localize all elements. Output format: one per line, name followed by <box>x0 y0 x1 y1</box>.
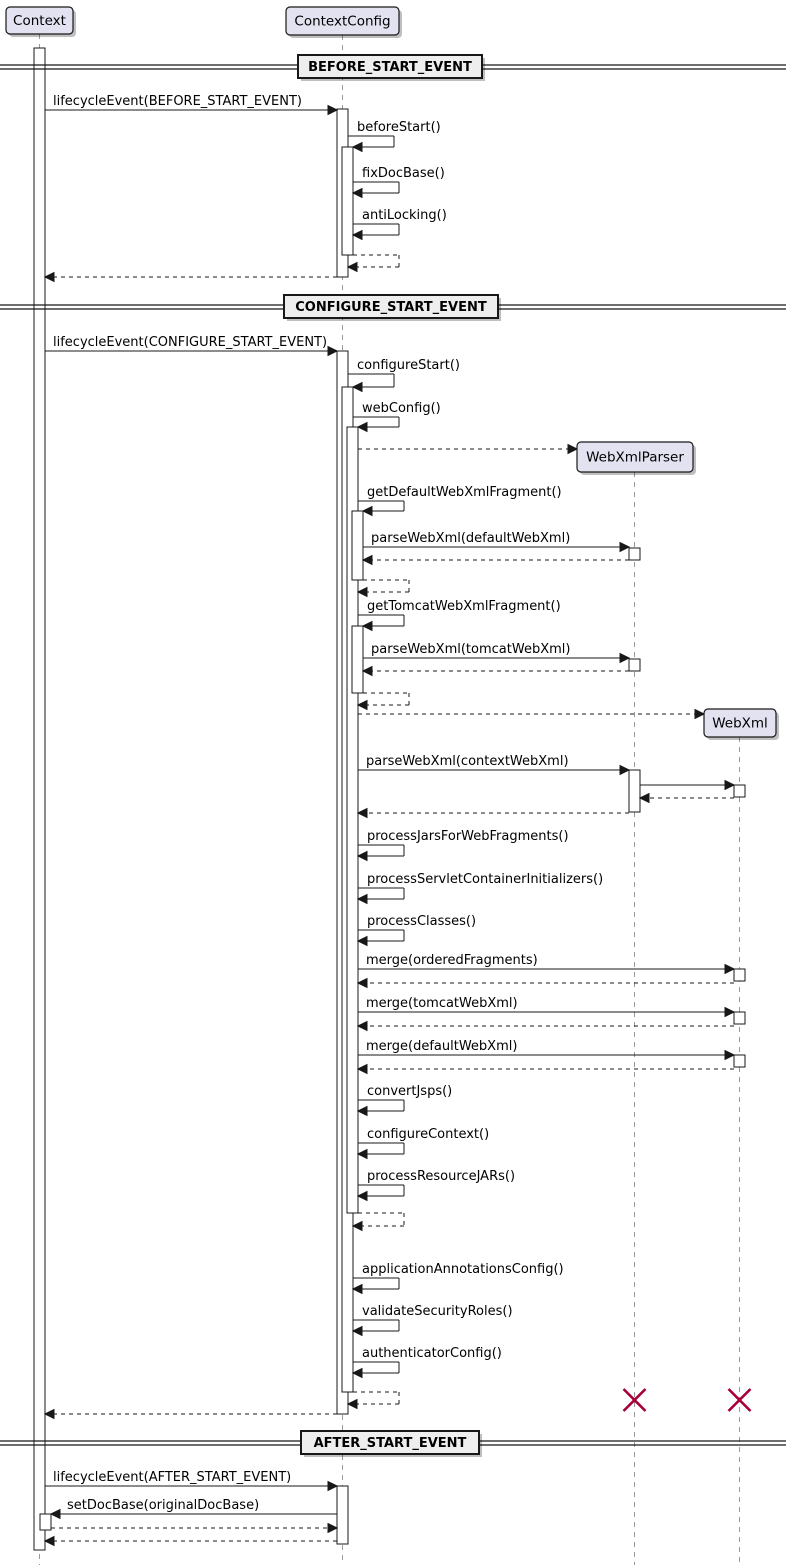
return-arrow-arrowhead <box>358 809 367 818</box>
message-configurestart-label: configureStart() <box>357 358 460 373</box>
message-merge-orderedfragments-label: merge(orderedFragments) <box>366 953 538 968</box>
message-convertjsps-label: convertJsps() <box>367 1084 453 1099</box>
return-arrow-arrowhead <box>45 1410 54 1419</box>
message-processclasses-label: processClasses() <box>367 914 477 929</box>
message-parsewebxml-defaultwebxml-arrowhead <box>620 543 629 552</box>
return-arrow-arrowhead <box>358 588 367 597</box>
return-arrow-arrowhead <box>45 273 54 282</box>
activation-bar-context <box>34 48 45 1550</box>
return-arrow-arrowhead <box>640 794 649 803</box>
activation-bar-web-xml <box>734 1055 745 1067</box>
message-antilocking-arrowhead <box>353 231 362 240</box>
message-processservletcontainerinitializers-arrowhead <box>358 895 367 904</box>
participant-label-context: Context <box>13 13 66 29</box>
return-arrow-arrowhead <box>328 1524 337 1533</box>
message-parsewebxml-contextwebxml-arrowhead <box>620 766 629 775</box>
message-lifecycleevent-after-start-event-arrowhead <box>328 1482 337 1491</box>
message-merge-tomcatwebxml-arrowhead <box>725 1008 734 1017</box>
message-authenticatorconfig-label: authenticatorConfig() <box>362 1346 502 1361</box>
activation-bar-context-config <box>342 147 353 255</box>
message-lifecycleevent-configure-start-event-arrowhead <box>328 347 337 356</box>
return-arrow-arrowhead <box>358 979 367 988</box>
message-setdocbase-originaldocbase-arrowhead <box>51 1510 60 1519</box>
message-beforestart-arrowhead <box>353 143 362 152</box>
activation-bar-web-xml-parser <box>629 548 640 560</box>
create-web-xml-parser-arrowhead <box>568 445 577 454</box>
message-merge-defaultwebxml-arrowhead <box>725 1051 734 1060</box>
message-processresourcejars-label: processResourceJARs() <box>367 1169 516 1184</box>
participant-label-context-config: ContextConfig <box>294 13 391 30</box>
message-fixdocbase-label: fixDocBase() <box>362 166 445 181</box>
call-arrow-arrowhead <box>725 781 734 790</box>
return-arrow-arrowhead <box>348 263 357 272</box>
return-arrow-arrowhead <box>363 556 372 565</box>
message-applicationannotationsconfig-label: applicationAnnotationsConfig() <box>362 1262 564 1277</box>
activation-bar-web-xml-parser <box>629 659 640 671</box>
message-parsewebxml-tomcatwebxml-label: parseWebXml(tomcatWebXml) <box>371 642 571 657</box>
message-parsewebxml-tomcatwebxml-arrowhead <box>620 654 629 663</box>
participant-label-web-xml: WebXml <box>712 715 768 732</box>
message-lifecycleevent-configure-start-event-label: lifecycleEvent(CONFIGURE_START_EVENT) <box>53 335 328 350</box>
message-gettomcatwebxmlfragment-label: getTomcatWebXmlFragment() <box>367 599 561 614</box>
message-convertjsps-arrowhead <box>358 1107 367 1116</box>
message-lifecycleevent-before-start-event-label: lifecycleEvent(BEFORE_START_EVENT) <box>53 94 302 109</box>
message-webconfig-label: webConfig() <box>362 401 441 416</box>
return-arrow-arrowhead <box>363 667 372 676</box>
message-getdefaultwebxmlfragment-arrowhead <box>363 507 372 516</box>
activation-bar-context <box>40 1514 51 1530</box>
message-configurecontext-label: configureContext() <box>367 1127 490 1142</box>
activation-bar-web-xml-parser <box>629 770 640 812</box>
message-beforestart-label: beforeStart() <box>357 120 441 135</box>
return-arrow-arrowhead <box>358 1065 367 1074</box>
divider-label-before-start-event: BEFORE_START_EVENT <box>308 60 472 75</box>
message-getdefaultwebxmlfragment-label: getDefaultWebXmlFragment() <box>367 485 562 500</box>
divider-label-configure-start-event: CONFIGURE_START_EVENT <box>295 300 487 315</box>
message-processjarsforwebfragments-arrowhead <box>358 852 367 861</box>
activation-bar-web-xml <box>734 1012 745 1024</box>
message-gettomcatwebxmlfragment-arrowhead <box>363 622 372 631</box>
activation-bar-web-xml <box>734 969 745 981</box>
message-parsewebxml-defaultwebxml-label: parseWebXml(defaultWebXml) <box>371 531 571 546</box>
message-parsewebxml-contextwebxml-label: parseWebXml(contextWebXml) <box>366 754 569 769</box>
message-processresourcejars-arrowhead <box>358 1192 367 1201</box>
return-arrow-arrowhead <box>45 1537 54 1546</box>
message-fixdocbase-arrowhead <box>353 189 362 198</box>
return-arrow-arrowhead <box>358 1022 367 1031</box>
message-configurestart-arrowhead <box>353 383 362 392</box>
activation-bar-context-config <box>337 1486 348 1544</box>
return-arrow-arrowhead <box>358 701 367 710</box>
message-authenticatorconfig-arrowhead <box>353 1369 362 1378</box>
message-processclasses-arrowhead <box>358 937 367 946</box>
message-lifecycleevent-after-start-event-label: lifecycleEvent(AFTER_START_EVENT) <box>53 1470 292 1485</box>
message-processservletcontainerinitializers-label: processServletContainerInitializers() <box>367 872 604 887</box>
message-merge-defaultwebxml-label: merge(defaultWebXml) <box>366 1039 518 1054</box>
message-merge-orderedfragments-arrowhead <box>725 965 734 974</box>
message-validatesecurityroles-arrowhead <box>353 1327 362 1336</box>
message-configurecontext-arrowhead <box>358 1150 367 1159</box>
message-antilocking-label: antiLocking() <box>362 208 447 223</box>
participant-label-web-xml-parser: WebXmlParser <box>586 449 684 466</box>
message-merge-tomcatwebxml-label: merge(tomcatWebXml) <box>366 996 518 1011</box>
return-arrow-arrowhead <box>348 1400 357 1409</box>
message-applicationannotationsconfig-arrowhead <box>353 1285 362 1294</box>
message-validatesecurityroles-label: validateSecurityRoles() <box>362 1304 513 1319</box>
message-setdocbase-originaldocbase-label: setDocBase(originalDocBase) <box>67 1498 260 1513</box>
activation-bar-context-config <box>352 511 363 580</box>
message-lifecycleevent-before-start-event-arrowhead <box>328 106 337 115</box>
message-webconfig-arrowhead <box>358 423 367 432</box>
divider-label-after-start-event: AFTER_START_EVENT <box>313 1436 467 1451</box>
message-processjarsforwebfragments-label: processJarsForWebFragments() <box>367 829 569 844</box>
create-web-xml-arrowhead <box>695 710 704 719</box>
activation-bar-context-config <box>352 626 363 693</box>
return-arrow-arrowhead <box>353 1222 362 1231</box>
activation-bar-web-xml <box>734 785 745 797</box>
